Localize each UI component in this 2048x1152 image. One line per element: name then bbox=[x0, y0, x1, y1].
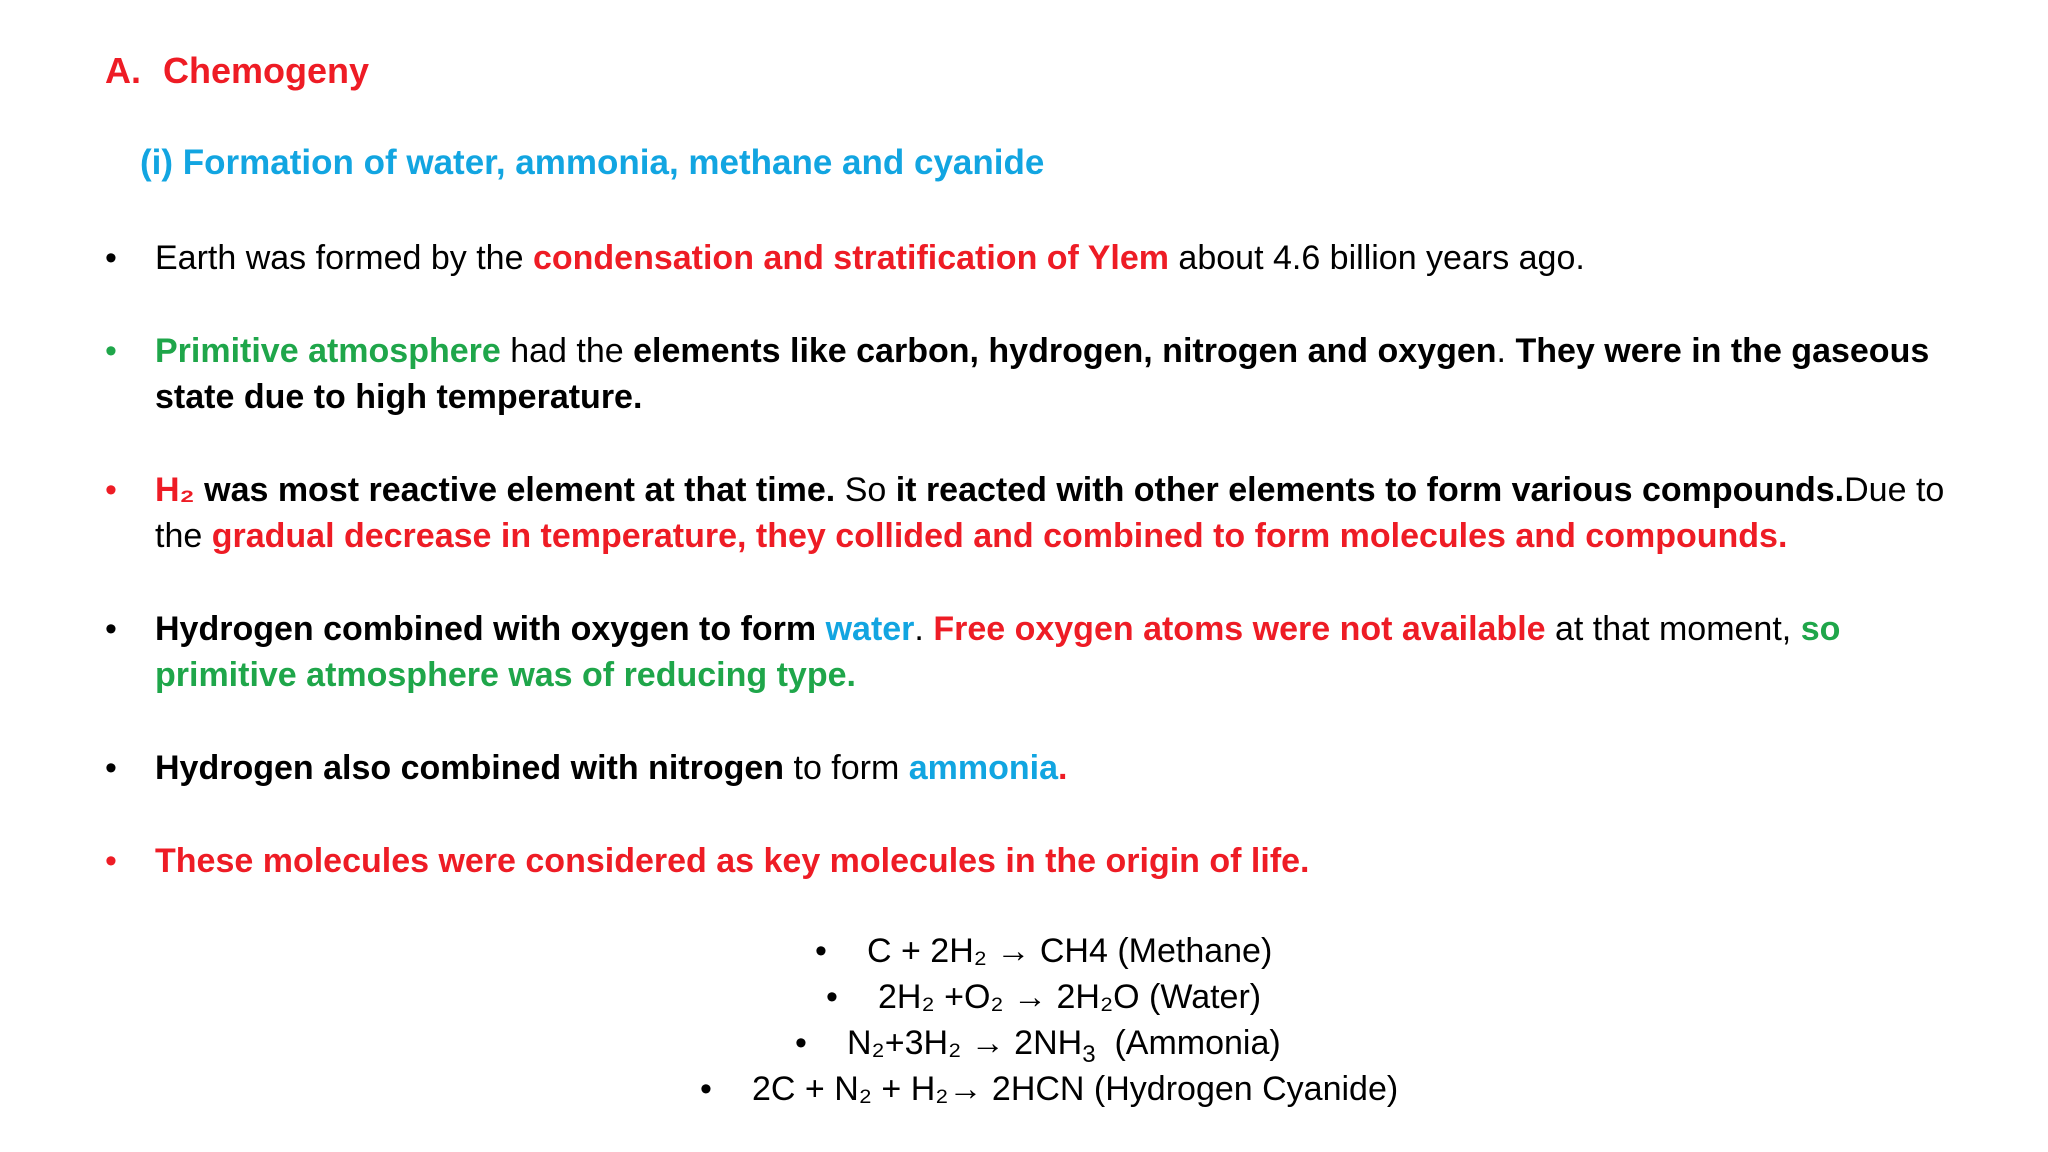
bullet-text bbox=[155, 606, 1985, 698]
section-heading bbox=[105, 50, 369, 92]
bullet-text bbox=[155, 328, 1985, 420]
text-segment: at that moment, bbox=[1545, 610, 1801, 648]
text-segment: Hydrogen combined with oxygen to form bbox=[155, 610, 826, 648]
text-segment: was most reactive element at that time. bbox=[194, 471, 836, 509]
text-segment: . bbox=[1058, 749, 1068, 787]
text-segment: Free oxygen atoms were not available bbox=[933, 610, 1546, 648]
text-segment: H₂ bbox=[155, 471, 195, 509]
equation-subscript: 3 bbox=[1082, 1040, 1096, 1068]
text-segment: gradual decrease in temperature, they collided and combined to form molecules and compounds. bbox=[211, 517, 1788, 555]
bullet-ammonia-formation bbox=[105, 745, 1985, 791]
text-segment: . bbox=[914, 610, 934, 648]
text-segment: to form bbox=[784, 749, 909, 787]
text-segment: had the bbox=[500, 332, 634, 370]
section-letter: A. bbox=[105, 50, 141, 91]
section-title: Chemogeny bbox=[163, 50, 370, 91]
bullet-dot: • bbox=[105, 332, 117, 370]
equation-text: 2H₂ +O₂ → 2H₂O (Water) bbox=[878, 978, 1262, 1016]
text-segment: elements like carbon, hydrogen, nitrogen and oxygen bbox=[633, 332, 1497, 370]
bullet-hydrogen-reactive bbox=[105, 467, 1985, 559]
text-segment: So bbox=[835, 471, 896, 509]
text-segment: it reacted with other elements to form various compounds. bbox=[895, 471, 1845, 509]
bullet-water-formation bbox=[105, 606, 1985, 698]
bullet-dot: • bbox=[105, 471, 117, 509]
text-segment: They were in the gaseous state due to high temperature. bbox=[155, 332, 1930, 416]
equation-text: 2C + N₂ + H₂→ 2HCN (Hydrogen Cyanide) bbox=[752, 1070, 1399, 1108]
equation-water bbox=[826, 974, 1261, 1020]
text-segment: about 4.6 billion years ago. bbox=[1168, 239, 1585, 277]
text-segment: water bbox=[825, 610, 915, 648]
text-segment: Due to the bbox=[155, 471, 1945, 555]
text-segment: Hydrogen also combined with nitrogen bbox=[155, 749, 785, 787]
bullet-key-molecules bbox=[105, 838, 1985, 884]
bullet-dot: • bbox=[700, 1070, 712, 1108]
bullet-dot: • bbox=[105, 842, 117, 880]
text-segment: so primitive atmosphere was of reducing type. bbox=[155, 610, 1841, 694]
bullet-text bbox=[155, 235, 1985, 281]
bullet-dot: • bbox=[105, 610, 117, 648]
equation-text: N₂+3H₂ → 2NH bbox=[847, 1024, 1083, 1062]
text-segment: ammonia bbox=[908, 749, 1059, 787]
bullet-earth-formation bbox=[105, 235, 1985, 281]
text-segment: These molecules were considered as key molecules in the origin of life. bbox=[155, 842, 1310, 880]
equation-text: C + 2H₂ → CH4 (Methane) bbox=[867, 932, 1273, 970]
bullet-dot: • bbox=[826, 978, 838, 1016]
bullet-text bbox=[155, 467, 1985, 559]
bullet-dot: • bbox=[105, 239, 117, 277]
bullet-text bbox=[155, 838, 1985, 884]
bullet-dot: • bbox=[795, 1024, 807, 1062]
text-segment: Primitive atmosphere bbox=[155, 332, 501, 370]
bullet-text bbox=[155, 745, 1985, 791]
subsection-heading: (i) Formation of water, ammonia, methane and cyanide bbox=[140, 143, 1045, 182]
bullet-primitive-atmosphere bbox=[105, 328, 1985, 420]
text-segment: . bbox=[1496, 332, 1516, 370]
text-segment: condensation and stratification of Ylem bbox=[532, 239, 1169, 277]
equation-label: (Ammonia) bbox=[1095, 1024, 1281, 1062]
bullet-dot: • bbox=[105, 749, 117, 787]
equation-methane bbox=[815, 928, 1272, 974]
text-segment: Earth was formed by the bbox=[155, 239, 533, 277]
bullet-dot: • bbox=[815, 932, 827, 970]
equation-hydrogen-cyanide bbox=[700, 1066, 1398, 1112]
